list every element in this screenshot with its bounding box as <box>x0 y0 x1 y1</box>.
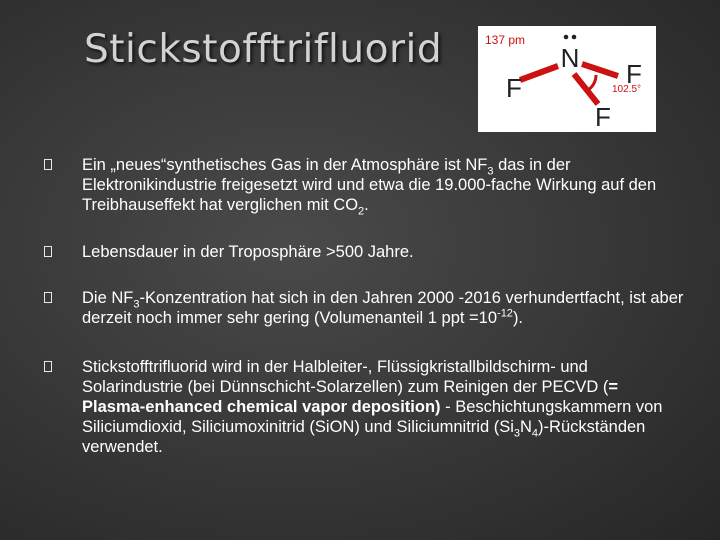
atom-n-label: N <box>560 43 580 73</box>
nf3-structure-diagram <box>478 26 656 132</box>
bullet-marker-icon <box>44 292 52 303</box>
bond-length-label: 137 pm <box>485 33 526 47</box>
lone-pair-dot <box>564 35 569 40</box>
bullet-marker-icon <box>44 246 52 257</box>
n-f-bond-left <box>520 66 558 80</box>
bullet-item: Die $NF_3$-Konzentration hat sich in den Jahren 2000 -2016 verhundertfacht, ist aber derzeit noch immer sehr gering (Volumenanteil 1 ppt $=10^{-12}$). <box>44 288 684 328</box>
atom-f-bottom-label: F <box>595 102 611 132</box>
n-f-bond-right <box>582 64 618 76</box>
bond-angle-arc <box>588 75 596 90</box>
bullet-item: Stickstofftrifluorid wird in der Halbleiter-, Flüssigkristallbildschirm- und Solarindustrie (bei Dünnschicht-Solarzellen) zum Reinigen der PECVD (= Plasma-enhanced chemical vapor deposition) - Beschichtungskammern von Siliciumdioxid, Siliciumoxinitrid (SiON) und Siliciumnitrid $(Si_3N_4)$-Rückständen verwendet. <box>44 357 684 457</box>
bullet-item: Lebensdauer in der Troposphäre >500 Jahre. <box>44 242 684 262</box>
lone-pair-dot <box>572 35 577 40</box>
bullet-item: Ein „neues“synthetisches Gas in der Atmosphäre ist $NF_3$ das in der Elektronikindustrie freigesetzt wird und etwa die 19.000-fache Wirkung auf den Treibhauseffekt hat verglichen mit $CO_2$. <box>44 155 684 215</box>
atom-f-right-label: F <box>626 59 642 89</box>
atom-f-left-label: F <box>506 73 522 103</box>
nf3-molecule-figure <box>478 26 656 132</box>
bullet-marker-icon <box>44 361 52 372</box>
bullet-marker-icon <box>44 159 52 170</box>
bond-angle-label: 102.5° <box>612 84 642 95</box>
slide-title: Stickstofftrifluorid <box>84 27 443 72</box>
bullet-list <box>44 155 684 457</box>
